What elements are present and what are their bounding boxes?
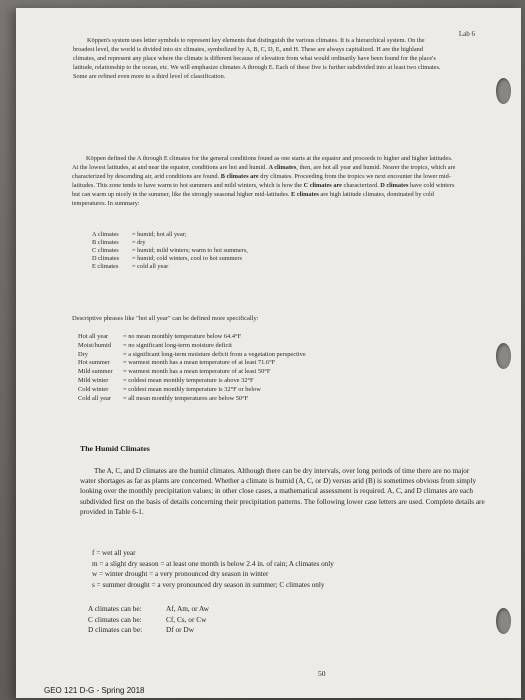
- binder-hole: [496, 78, 511, 104]
- summary-value: = humid; hot all year;: [132, 231, 187, 238]
- humid-climates-paragraph: The A, C, and D climates are the humid climates. Although there can be dry intervals, over long periods of time there are no major water shortages as far as plants are concerned. Whether a climate is humid (A, C, or D) versus arid (B) is sometimes obvious from simply looking over the monthly precipitation values; in other close cases, a mathematical assessment is required. A, C, and D climates are each subdivided first on the basis of details concerning their precipitation patterns. The following lower case letters are used. Complete details are provided in Table 6-1.: [80, 467, 485, 516]
- climates-a-e-paragraph: [72, 154, 457, 208]
- summary-key: E climates: [92, 263, 119, 270]
- subtype-row: [88, 615, 209, 626]
- phrase-key: Mild winter: [78, 376, 109, 384]
- bold-term: D climates: [380, 182, 409, 189]
- document-page: [16, 8, 521, 698]
- phrase-key: Cold all year: [78, 394, 112, 402]
- summary-row: [92, 231, 248, 239]
- code-row: w = winter drought = a very pronounced dry season in winter: [92, 570, 269, 578]
- phrase-value: = no mean monthly temperature below 64.4°F: [123, 333, 242, 340]
- phrase-value: = all mean monthly temperatures are below 50°F: [123, 394, 249, 402]
- bold-term: A climates: [268, 164, 297, 171]
- phrase-value: = no significant long-term moisture deficit: [123, 341, 232, 349]
- page-number: 50: [318, 669, 326, 678]
- summary-key: B climates: [92, 239, 119, 246]
- binder-holes: [491, 8, 511, 698]
- phrase-row: [78, 342, 306, 351]
- summary-key: A climates: [92, 231, 119, 238]
- summary-key: D climates: [92, 255, 120, 262]
- text-span: dry climates. Proceeding from the tropics we next encounter the lower mid-latitudes. This zone tends to have warm to hot summers and mild winters, which is how the: [72, 173, 451, 189]
- bold-term: C climates are: [303, 182, 342, 189]
- phrase-key: Mild summer: [78, 368, 113, 376]
- bold-term: B climates are: [220, 173, 259, 180]
- code-row: f = wet all year: [92, 549, 136, 557]
- text-span: characterized.: [341, 182, 381, 189]
- code-row: m = a slight dry season = at least one month is below 2.4 in. of rain; A climates only: [92, 559, 334, 568]
- code-row: s = summer drought = a very pronounced dry season in summer; C climates only: [92, 580, 325, 589]
- phrase-value: = warmest month has a mean temperature of at least 50°F: [123, 368, 271, 376]
- phrase-key: Dry: [78, 350, 88, 358]
- subtype-row: [88, 604, 209, 615]
- phrase-row: [78, 368, 306, 377]
- lab-label: Lab 6: [458, 30, 475, 38]
- summary-value: = cold all year: [132, 263, 169, 270]
- subtype-value: Af, Am, or Aw: [166, 604, 209, 613]
- climate-summary-list: [92, 231, 248, 271]
- summary-value: = dry: [132, 239, 146, 246]
- text-span: are high latitude climates, dominated by cold temperatures. In summary:: [72, 191, 434, 207]
- subtype-key: A climates can be:: [88, 604, 142, 613]
- phrase-row: [78, 333, 306, 342]
- phrase-value: = coldest mean monthly temperature is above 32°F: [123, 376, 254, 384]
- phrase-value: = a significant long-term moisture deficit from a vegetation perspective: [123, 350, 306, 358]
- summary-row: [92, 255, 248, 263]
- humid-climates-heading: The Humid Climates: [80, 444, 150, 453]
- phrase-value: = coldest mean monthly temperature is 32°F or below: [123, 385, 261, 393]
- subtype-key: D climates can be:: [88, 625, 143, 634]
- page-footer: GEO 121 D-G - Spring 2018: [44, 686, 145, 695]
- binder-hole: [496, 343, 511, 369]
- phrase-value: = warmest month has a mean temperature of at least 71.6°F: [123, 359, 276, 367]
- summary-value: = humid; mild winters; warm to hot summers,: [132, 247, 248, 254]
- text-span: have cold winters but can warm up nicely in the summer, like the strongly seasonal higher mid-latitudes.: [72, 182, 455, 198]
- summary-row: [92, 263, 248, 271]
- koppen-paragraph: Köppen's system uses letter symbols to represent key elements that distinguish the various climates. It is a hierarchical system. On the broadest level, the world is divided into six climates, symbolized by A, B, C, D, E, and H. These are always capitalized. H are the highland climates, and represent any place where the climate is different because of elevation from what would ordinarily have been found for the place's latitude, relationship to the ocean, etc. We will emphasize climates A through E. Each of these five is further subdivided into at least two climates. Some are refined even more to a third level of classification.: [73, 37, 441, 80]
- summary-row: [92, 247, 248, 255]
- phrase-key: Moist/humid: [78, 341, 112, 349]
- subtype-key: C climates can be:: [88, 614, 142, 624]
- descriptive-phrases-list: [78, 333, 306, 403]
- descriptive-intro: Descriptive phrases like "hot all year" can be defined more specifically:: [72, 315, 259, 322]
- phrase-key: Hot summer: [78, 359, 110, 367]
- phrase-row: [78, 395, 306, 404]
- phrase-row: [78, 359, 306, 368]
- precipitation-codes-list: [92, 548, 334, 590]
- climate-subtypes-list: [88, 604, 209, 636]
- subtype-value: Cf, Cs, or Cw: [166, 614, 207, 624]
- summary-row: [92, 239, 248, 247]
- subtype-value: Df or Dw: [166, 625, 194, 634]
- phrase-row: [78, 386, 306, 395]
- bold-term: E climates: [291, 191, 319, 198]
- subtype-row: [88, 625, 209, 636]
- phrase-row: [78, 351, 306, 360]
- phrase-key: Cold winter: [78, 385, 109, 393]
- summary-value: = humid; cold winters, cool to hot summers: [132, 255, 242, 262]
- text-span: , then, are hot all year and humid. Nearer the tropics, which are characterized by descending air, arid conditions are found.: [72, 164, 456, 180]
- phrase-row: [78, 377, 306, 386]
- phrase-key: Hot all year: [78, 333, 109, 340]
- text-span: Köppen defined the A through E climates for the general conditions found as one starts at the equator and proceeds to higher and higher latitudes. At the lowest latitudes, at and near the equator, conditions are hot and humid.: [72, 155, 453, 171]
- summary-key: C climates: [92, 247, 119, 254]
- binder-hole: [496, 608, 511, 634]
